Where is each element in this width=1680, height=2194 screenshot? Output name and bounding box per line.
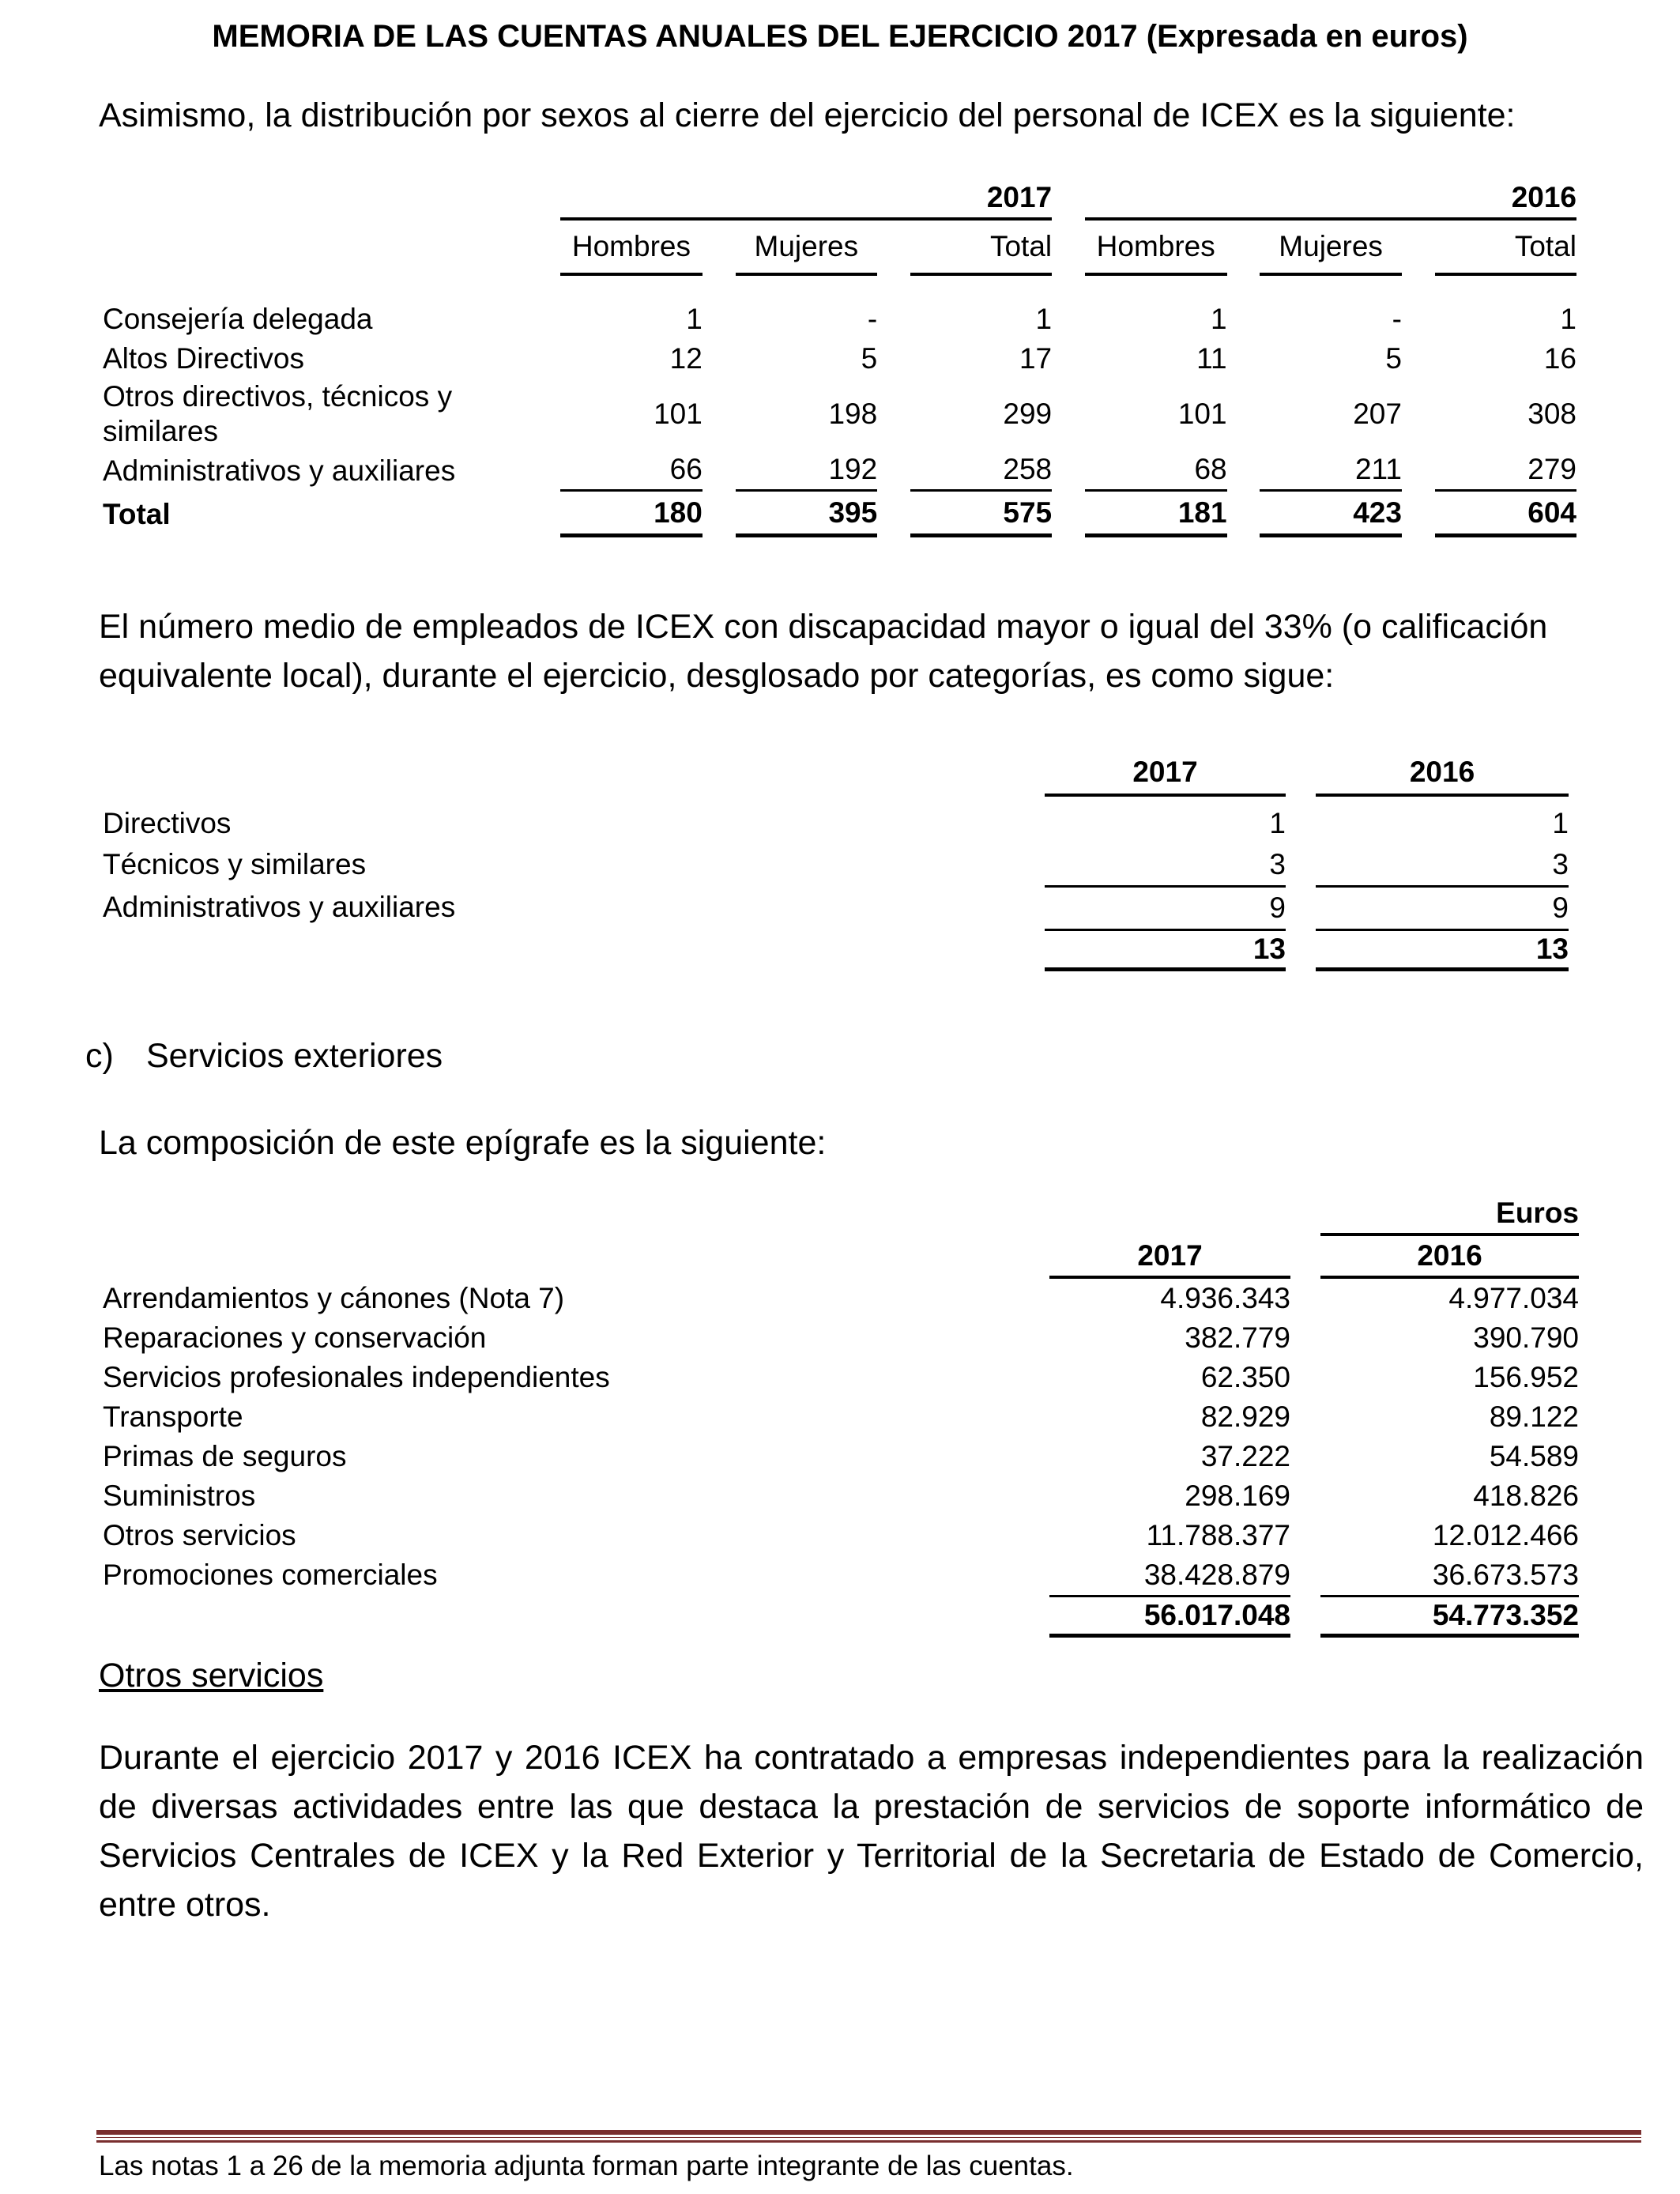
- cell: 299: [1003, 398, 1053, 430]
- cell: 279: [1435, 450, 1576, 492]
- table-total-row: [103, 1595, 1579, 1638]
- row-label: Administrativos y auxiliares: [103, 890, 456, 923]
- otros-servicios-heading: Otros servicios: [99, 1657, 324, 1695]
- table-row: [103, 1555, 1579, 1595]
- cell: 101: [654, 398, 703, 430]
- table-row: [103, 300, 1576, 339]
- cell-total: 13: [1045, 929, 1286, 971]
- cell-total: 13: [1316, 929, 1569, 971]
- row-label: Arrendamientos y cánones (Nota 7): [103, 1282, 565, 1314]
- total-label: Total: [103, 498, 171, 530]
- cell: 308: [1527, 398, 1576, 430]
- cell: 1: [1269, 807, 1286, 839]
- cell: 382.779: [1185, 1321, 1290, 1354]
- cell: 156.952: [1473, 1361, 1579, 1393]
- otros-servicios-body: Durante el ejercicio 2017 y 2016 ICEX ha contratado a empresas independientes para la realización de diversas actividades entre las que destaca la prestación de servicios de soporte informático de Servicios Centrales de ICEX y la Red Exterior y Territorial de la Secretaria de Estado de Comercio, entre otros.: [99, 1739, 1644, 1924]
- year-2016-header: 2016: [1316, 751, 1569, 797]
- cell: 9: [1045, 885, 1286, 929]
- cell: 207: [1353, 398, 1402, 430]
- table-servicios: [103, 1193, 1579, 1638]
- cell-total: 575: [910, 492, 1052, 537]
- cell: 390.790: [1473, 1321, 1579, 1354]
- cell: 4.936.343: [1160, 1282, 1290, 1314]
- table-row: [103, 379, 1576, 450]
- cell: 211: [1260, 450, 1402, 492]
- cell: 1: [1552, 807, 1569, 839]
- cell: 1: [686, 303, 703, 335]
- cell-total: 180: [560, 492, 703, 537]
- cell-total: 181: [1085, 492, 1227, 537]
- row-label: Directivos: [103, 807, 232, 839]
- unit-label: Euros: [1320, 1193, 1579, 1236]
- cell: 9: [1316, 885, 1569, 929]
- table-header-row: [103, 751, 1569, 797]
- section-c-marker: c): [85, 1037, 114, 1075]
- cell: 3: [1269, 848, 1286, 880]
- intro-sexos: Asimismo, la distribución por sexos al cierre del ejercicio del personal de ICEX es la siguiente:: [99, 96, 1516, 134]
- cell: 1: [1211, 303, 1227, 335]
- cell: 11.788.377: [1146, 1519, 1290, 1551]
- table-sexos: [103, 178, 1576, 537]
- cell: -: [1392, 303, 1402, 335]
- table-header-row: [103, 1236, 1579, 1279]
- col-mujeres-2016: Mujeres: [1260, 221, 1402, 276]
- intro-discapacidad: El número medio de empleados de ICEX con discapacidad mayor o igual del 33% (o calificación equivalente local), durante el ejercicio, desglosado por categorías, es como sigue:: [99, 608, 1548, 695]
- col-total-2016: Total: [1435, 221, 1576, 276]
- table-row: [103, 1318, 1579, 1358]
- cell-total: 54.773.352: [1320, 1595, 1579, 1638]
- row-label: Administrativos y auxiliares: [103, 454, 456, 487]
- cell: 36.673.573: [1432, 1559, 1579, 1591]
- table-row: [103, 1397, 1579, 1437]
- cell: 101: [1177, 398, 1227, 430]
- cell: 12.012.466: [1432, 1519, 1579, 1551]
- cell: 4.977.034: [1448, 1282, 1579, 1314]
- table-row: [103, 1358, 1579, 1397]
- row-label: Suministros: [103, 1480, 256, 1512]
- col-hombres-2016: Hombres: [1085, 221, 1227, 276]
- cell: 68: [1085, 450, 1227, 492]
- cell: 198: [828, 398, 878, 430]
- footer-rule: [96, 2130, 1641, 2143]
- row-label: Reparaciones y conservación: [103, 1321, 487, 1354]
- cell: 38.428.879: [1143, 1559, 1290, 1591]
- row-label: Servicios profesionales independientes: [103, 1361, 610, 1393]
- table-total-row: [103, 492, 1576, 537]
- cell: 1: [1560, 303, 1576, 335]
- row-label: Primas de seguros: [103, 1440, 347, 1472]
- table-row: [103, 1279, 1579, 1318]
- section-c-title: Servicios exteriores: [146, 1037, 443, 1075]
- table-header-row: [103, 221, 1576, 276]
- cell: 54.589: [1489, 1440, 1579, 1472]
- table-row: [103, 885, 1569, 929]
- cell: 258: [910, 450, 1052, 492]
- cell: 62.350: [1200, 1361, 1290, 1393]
- cell-total: 395: [736, 492, 878, 537]
- cell: 37.222: [1200, 1440, 1290, 1472]
- table-total-row: [103, 929, 1569, 971]
- cell-total: 56.017.048: [1049, 1595, 1290, 1638]
- cell: 1: [1035, 303, 1053, 335]
- row-label-line1: Otros directivos, técnicos y: [103, 380, 453, 413]
- year-2017-header: 2017: [1045, 751, 1286, 797]
- cell-total: 423: [1260, 492, 1402, 537]
- table-row: [103, 1476, 1579, 1516]
- cell: 16: [1543, 342, 1576, 375]
- table-row: [103, 1437, 1579, 1476]
- table-row: [103, 339, 1576, 379]
- cell: 5: [1385, 342, 1402, 375]
- table-row: [103, 450, 1576, 492]
- row-label-multiline: [103, 379, 560, 450]
- cell: 66: [560, 450, 703, 492]
- cell: 17: [1019, 342, 1053, 375]
- cell: 89.122: [1489, 1400, 1579, 1433]
- table-row: [103, 1516, 1579, 1555]
- cell: 418.826: [1473, 1480, 1579, 1512]
- table-discapacidad: [103, 751, 1569, 971]
- cell: 3: [1552, 848, 1569, 880]
- table-year-row: [103, 178, 1576, 221]
- table-unit-row: [103, 1193, 1579, 1236]
- row-label-line2: similares: [103, 415, 218, 447]
- table-row: [103, 803, 1569, 844]
- year-2016-header: 2016: [1085, 178, 1576, 221]
- cell: 12: [669, 342, 703, 375]
- cell: 298.169: [1185, 1480, 1290, 1512]
- row-label: Promociones comerciales: [103, 1559, 438, 1591]
- cell: 11: [1196, 342, 1227, 375]
- row-label: Transporte: [103, 1400, 243, 1433]
- year-2016-header: 2016: [1320, 1236, 1579, 1279]
- year-2017-header: 2017: [560, 178, 1052, 221]
- year-2017-header: 2017: [1049, 1236, 1290, 1279]
- table-row: [103, 844, 1569, 885]
- intro-composicion: La composición de este epígrafe es la siguiente:: [99, 1124, 827, 1162]
- row-label: Técnicos y similares: [103, 848, 367, 880]
- footer-note: Las notas 1 a 26 de la memoria adjunta forman parte integrante de las cuentas.: [99, 2151, 1074, 2181]
- page-title: MEMORIA DE LAS CUENTAS ANUALES DEL EJERCICIO 2017 (Expresada en euros): [212, 19, 1468, 54]
- cell: 192: [736, 450, 878, 492]
- cell: -: [867, 303, 878, 335]
- row-label: Consejería delegada: [103, 303, 373, 335]
- row-label: Otros servicios: [103, 1519, 296, 1551]
- col-total-2017: Total: [910, 221, 1052, 276]
- row-label: Altos Directivos: [103, 342, 304, 375]
- cell: 82.929: [1200, 1400, 1290, 1433]
- cell-total: 604: [1435, 492, 1576, 537]
- col-mujeres-2017: Mujeres: [736, 221, 878, 276]
- cell: 5: [861, 342, 878, 375]
- col-hombres-2017: Hombres: [560, 221, 703, 276]
